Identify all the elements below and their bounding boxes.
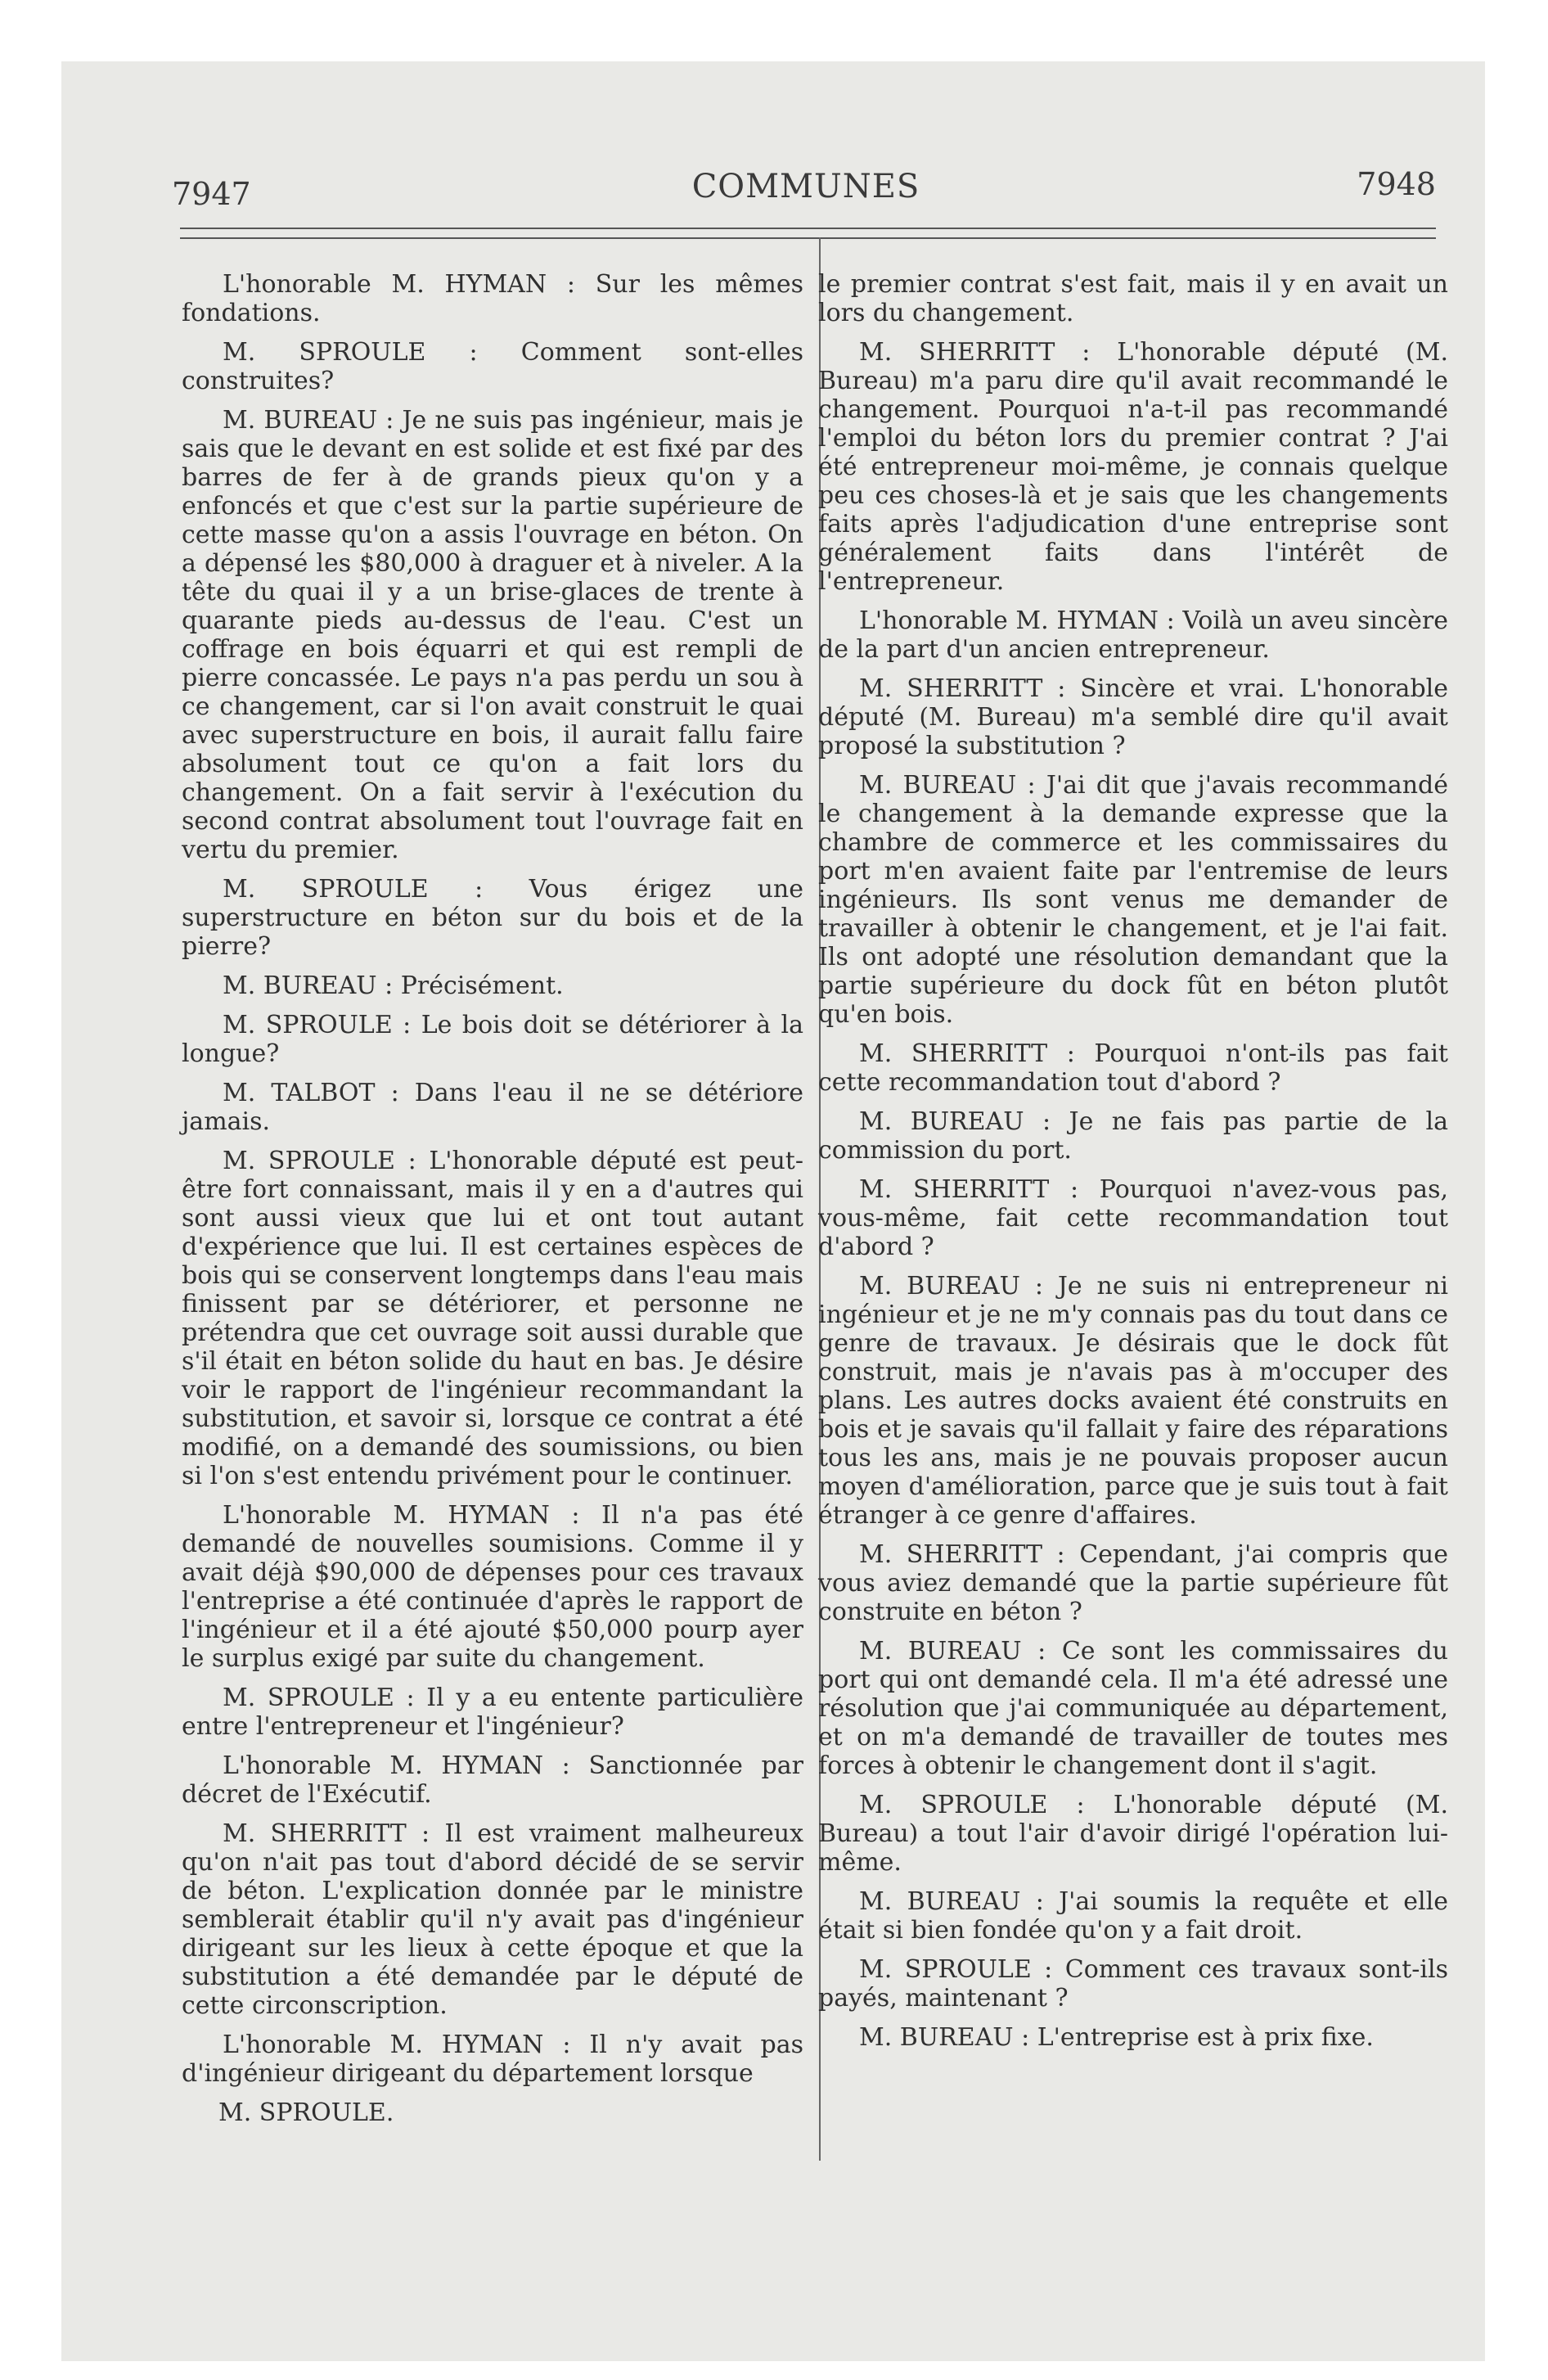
paragraph: M. SPROULE : Comment sont-elles construites? xyxy=(182,338,803,395)
paragraph: M. BUREAU : Je ne suis ni entrepreneur ni ingénieur et je ne m'y connais pas du tout dans ce genre de travaux. Je désirais que le dock fût construit, mais je n'avais pas à m'occuper des plans. Les autres docks avaient été construits en bois et je savais qu'il fallait y faire des réparations tous les ans, mais je ne pouvais proposer aucun moyen d'amélioration, parce que je suis tout à fait étranger à ce genre d'affaires. xyxy=(818,1272,1448,1530)
paragraph: M. TALBOT : Dans l'eau il ne se détériore jamais. xyxy=(182,1079,803,1136)
paragraph: M. SPROULE : Vous érigez une superstructure en béton sur du bois et de la pierre? xyxy=(182,875,803,961)
paragraph: M. BUREAU : Précisément. xyxy=(223,971,564,1000)
paragraph: L'honorable M. HYMAN : Sanctionnée par décret de l'Exécutif. xyxy=(182,1751,803,1809)
paragraph: L'honorable M. HYMAN : Voilà un aveu sincère de la part d'un ancien entrepreneur. xyxy=(818,606,1448,664)
page-header xyxy=(172,168,1440,217)
paragraph: M. BUREAU : Ce sont les commissaires du port qui ont demandé cela. Il m'a été adressé une résolution que j'ai communiquée au département, et on m'a demandé de travailler de toutes mes forces à obtenir le changement dont il s'agit. xyxy=(818,1637,1448,1780)
paragraph: M. BUREAU : Je ne fais pas partie de la commission du port. xyxy=(818,1107,1448,1165)
paragraph: M. BUREAU : J'ai dit que j'avais recommandé le changement à la demande expresse que la chambre de commerce et les commissaires du port m'en avaient faite par l'entremise de leurs ingénieurs. Ils sont venus me demander de travailler à obtenir le changement, et je l'ai fait. Ils ont adopté une résolution demandant que la partie supérieure du dock fût en béton plutôt qu'en bois. xyxy=(818,771,1448,1029)
paragraph: L'honorable M. HYMAN : Sur les mêmes fondations. xyxy=(182,270,803,327)
paragraph: M. SHERRITT : Sincère et vrai. L'honorable député (M. Bureau) m'a semblé dire qu'il avait proposé la substitution ? xyxy=(818,674,1448,760)
paragraph: M. SHERRITT : Pourquoi n'ont-ils pas fait cette recommandation tout d'abord ? xyxy=(818,1039,1448,1097)
paragraph: M. BUREAU : L'entreprise est à prix fixe. xyxy=(859,2023,1374,2052)
paragraph: M. SHERRITT : Cependant, j'ai compris que vous aviez demandé que la partie supérieure fût construite en béton ? xyxy=(818,1540,1448,1626)
right-column xyxy=(818,270,1448,2062)
left-column xyxy=(182,270,803,2138)
paragraph: L'honorable M. HYMAN : Il n'a pas été demandé de nouvelles soumisions. Comme il y avait déjà $90,000 de dépenses pour ces travaux l'entreprise a été continuée d'après le rapport de l'ingénieur et il a été ajouté $50,000 pourp ayer le surplus exigé par suite du changement. xyxy=(182,1501,803,1673)
paragraph: M. SPROULE : L'honorable député est peut-être fort connaissant, mais il y en a d'autres qui sont aussi vieux que lui et ont tout autant d'expérience que lui. Il est certaines espèces de bois qui se conservent longtemps dans l'eau mais finissent par se détériorer, et personne ne prétendra que cet ouvrage soit aussi durable que s'il était en béton solide du haut en bas. Je désire voir le rapport de l'ingénieur recommandant la substitution, et savoir si, lorsque ce contrat a été modifié, on a demandé des soumissions, ou bien si l'on s'est entendu privément pour le continuer. xyxy=(182,1147,803,1490)
paragraph: M. BUREAU : J'ai soumis la requête et elle était si bien fondée qu'on y a fait droit. xyxy=(818,1887,1448,1945)
paragraph: M. SPROULE : L'honorable député (M. Bureau) a tout l'air d'avoir dirigé l'opération lui-même. xyxy=(818,1791,1448,1877)
paragraph: M. SHERRITT : Pourquoi n'avez-vous pas, vous-même, fait cette recommandation tout d'abord ? xyxy=(818,1175,1448,1261)
paragraph: M. SHERRITT : Il est vraiment malheureux qu'on n'ait pas tout d'abord décidé de se servir de béton. L'explication donnée par le ministre semblerait établir qu'il n'y avait pas d'ingénieur dirigeant sur les lieux à cette époque et que la substitution a été demandée par le député de cette circonscription. xyxy=(182,1819,803,2020)
header-rule xyxy=(180,228,1436,239)
paragraph: le premier contrat s'est fait, mais il y en avait un lors du changement. xyxy=(818,270,1448,327)
paragraph: L'honorable M. HYMAN : Il n'y avait pas d'ingénieur dirigeant du département lorsque xyxy=(182,2031,803,2088)
catchword-signature: M. SPROULE. xyxy=(218,2098,394,2127)
page-number-right: 7948 xyxy=(1357,166,1436,202)
paragraph: M. SPROULE : Le bois doit se détériorer à la longue? xyxy=(182,1011,803,1068)
page-number-left: 7947 xyxy=(172,176,251,212)
paragraph: M. SPROULE : Il y a eu entente particulière entre l'entrepreneur et l'ingénieur? xyxy=(182,1684,803,1741)
page-title: COMMUNES xyxy=(691,168,920,205)
paragraph: M. SPROULE : Comment ces travaux sont-ils payés, maintenant ? xyxy=(818,1955,1448,2013)
paragraph: M. BUREAU : Je ne suis pas ingénieur, mais je sais que le devant en est solide et est fixé par des barres de fer à de grands pieux qu'on y a enfoncés et que c'est sur la partie supérieure de cette masse qu'on a assis l'ouvrage en béton. On a dépensé les $80,000 à draguer et à niveler. A la tête du quai il y a un brise-glaces de trente à quarante pieds au-dessus de l'eau. C'est un coffrage en bois équarri et qui est rempli de pierre concassée. Le pays n'a pas perdu un sou à ce changement, car si l'on avait construit le quai avec superstructure en bois, il aurait fallu faire absolument tout ce qu'on a fait lors du changement. On a fait servir à l'exécution du second contrat absolument tout l'ouvrage fait en vertu du premier. xyxy=(182,406,803,864)
paragraph: M. SHERRITT : L'honorable député (M. Bureau) m'a paru dire qu'il avait recommandé le changement. Pourquoi n'a-t-il pas recommandé l'emploi du béton lors du premier contrat ? J'ai été entrepreneur moi-même, je connais quelque peu ces choses-là et je sais que les changements faits après l'adjudication d'une entreprise sont généralement faits dans l'intérêt de l'entrepreneur. xyxy=(818,338,1448,596)
